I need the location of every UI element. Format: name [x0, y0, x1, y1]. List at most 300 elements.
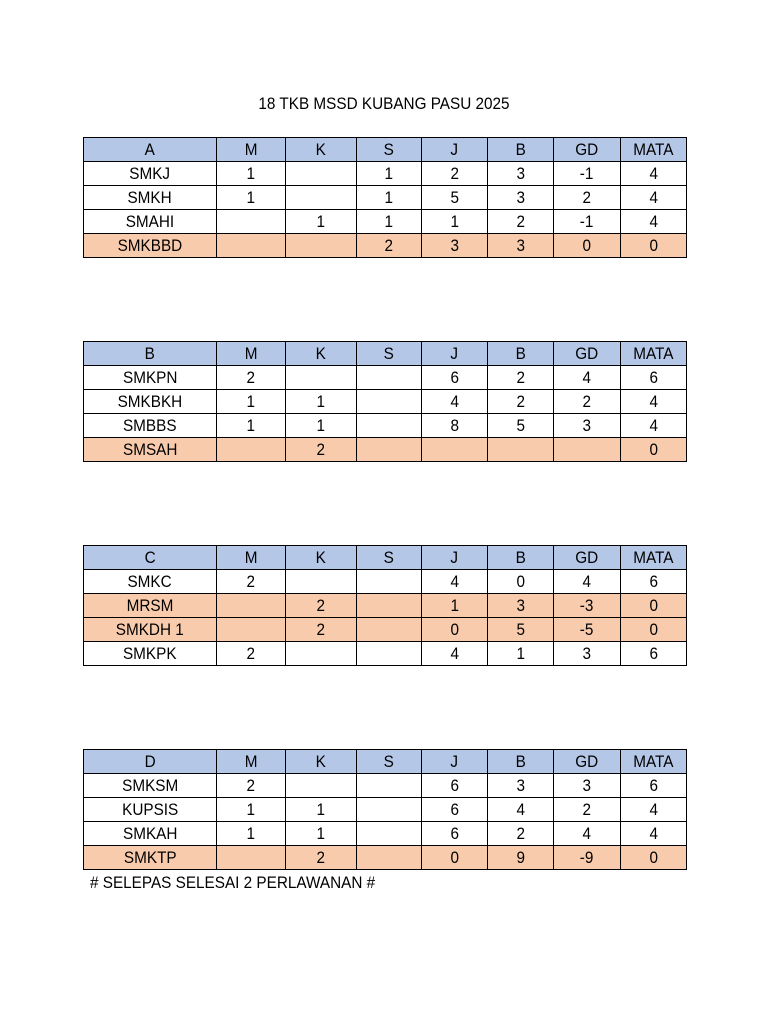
team-name: SMKSM: [121, 776, 179, 795]
stat-cell-s: [357, 594, 422, 618]
stat-cell-m: [217, 366, 286, 390]
stat-cell-gd: [554, 438, 621, 462]
stat-value: 8: [450, 416, 459, 435]
stat-cell-k: [286, 846, 357, 870]
stat-cell-b: [488, 186, 554, 210]
stat-value: 6: [450, 776, 459, 795]
stat-cell-j: [422, 618, 488, 642]
stat-value: 0: [649, 596, 658, 615]
stat-value: 0: [649, 848, 658, 867]
stat-cell-b: [488, 210, 554, 234]
stat-cell-mata: [621, 594, 687, 618]
table-row: [84, 414, 687, 438]
column-header-k: [286, 750, 357, 774]
column-header-j: [422, 342, 488, 366]
table-header-row: [84, 750, 687, 774]
column-header-label: S: [383, 548, 395, 567]
table-row: [84, 162, 687, 186]
table-row: [84, 438, 687, 462]
stat-value: 6: [450, 368, 459, 387]
table-row: [84, 618, 687, 642]
column-header-label: K: [315, 752, 327, 771]
stat-cell-k: [286, 186, 357, 210]
stat-value: 1: [246, 164, 256, 183]
column-header-j: [422, 138, 488, 162]
stat-value: 3: [450, 236, 459, 255]
stat-value: 0: [649, 620, 658, 639]
stat-cell-s: [357, 570, 422, 594]
column-header-mata: [621, 546, 687, 570]
stat-value: 1: [316, 212, 326, 231]
column-header-gd: [554, 750, 621, 774]
group-name-header: [84, 342, 217, 366]
stat-value: 5: [516, 416, 525, 435]
team-name: SMKC: [127, 572, 173, 591]
team-name-cell: [84, 594, 217, 618]
stat-value: 0: [450, 848, 459, 867]
team-name-cell: [84, 774, 217, 798]
stat-cell-s: [357, 186, 422, 210]
table-row: [84, 798, 687, 822]
team-name-cell: [84, 798, 217, 822]
stat-value: 6: [649, 644, 658, 663]
stat-cell-mata: [621, 210, 687, 234]
column-header-s: [357, 750, 422, 774]
column-header-label: B: [515, 140, 526, 159]
group-name: D: [144, 752, 156, 771]
stat-cell-m: [217, 570, 286, 594]
column-header-label: S: [383, 140, 395, 159]
stat-value: 4: [649, 800, 658, 819]
column-header-mata: [621, 750, 687, 774]
column-header-label: K: [315, 344, 327, 363]
stat-cell-b: [488, 798, 554, 822]
column-header-label: J: [450, 752, 459, 771]
stat-cell-gd: [554, 210, 621, 234]
team-name-cell: [84, 366, 217, 390]
column-header-j: [422, 546, 488, 570]
group-d-table: [83, 749, 687, 870]
stat-cell-m: [217, 642, 286, 666]
stat-cell-gd: [554, 774, 621, 798]
team-name: SMSAH: [122, 440, 178, 459]
stat-cell-k: [286, 438, 357, 462]
table-header-row: [84, 546, 687, 570]
group-a-table: [83, 137, 687, 258]
stat-cell-s: [357, 774, 422, 798]
column-header-k: [286, 138, 357, 162]
stat-cell-k: [286, 210, 357, 234]
table-row: [84, 234, 687, 258]
team-name-cell: [84, 438, 217, 462]
table-row: [84, 570, 687, 594]
stat-cell-b: [488, 414, 554, 438]
stat-value: 4: [649, 212, 658, 231]
stat-cell-m: [217, 414, 286, 438]
team-name: SMKAH: [122, 824, 178, 843]
stat-cell-s: [357, 414, 422, 438]
stat-cell-s: [357, 162, 422, 186]
stat-cell-mata: [621, 798, 687, 822]
column-header-label: MATA: [633, 344, 674, 363]
team-name: SMKTP: [123, 848, 177, 867]
stat-cell-k: [286, 798, 357, 822]
stat-value: 1: [246, 800, 256, 819]
stat-cell-gd: [554, 570, 621, 594]
stat-value: 1: [246, 416, 256, 435]
stat-cell-j: [422, 162, 488, 186]
group-name-header: [84, 750, 217, 774]
stat-cell-b: [488, 162, 554, 186]
column-header-gd: [554, 138, 621, 162]
stat-cell-gd: [554, 798, 621, 822]
stat-value: -5: [580, 620, 594, 639]
stat-cell-j: [422, 366, 488, 390]
stat-cell-k: [286, 594, 357, 618]
stat-value: 1: [246, 392, 256, 411]
stat-value: -9: [580, 848, 594, 867]
column-header-m: [217, 750, 286, 774]
stat-cell-s: [357, 798, 422, 822]
stat-value: 0: [450, 620, 459, 639]
stat-value: 0: [649, 440, 658, 459]
stat-cell-b: [488, 822, 554, 846]
stat-value: 3: [582, 416, 592, 435]
team-name-cell: [84, 570, 217, 594]
column-header-m: [217, 342, 286, 366]
team-name-cell: [84, 390, 217, 414]
stat-cell-b: [488, 234, 554, 258]
stat-cell-m: [217, 822, 286, 846]
stat-cell-gd: [554, 366, 621, 390]
stat-value: 1: [384, 164, 394, 183]
stat-cell-b: [488, 846, 554, 870]
table-row: [84, 846, 687, 870]
stat-cell-s: [357, 642, 422, 666]
table-row: [84, 390, 687, 414]
stat-value: 4: [450, 392, 459, 411]
stat-value: 5: [516, 620, 525, 639]
column-header-b: [488, 138, 554, 162]
team-name: SMKJ: [129, 164, 171, 183]
stat-cell-b: [488, 618, 554, 642]
table-row: [84, 594, 687, 618]
column-header-label: MATA: [633, 548, 674, 567]
stat-cell-j: [422, 642, 488, 666]
stat-cell-k: [286, 642, 357, 666]
team-name: KUPSIS: [121, 800, 179, 819]
column-header-s: [357, 546, 422, 570]
stat-value: 2: [246, 644, 256, 663]
column-header-label: J: [450, 548, 459, 567]
stat-cell-s: [357, 618, 422, 642]
stat-cell-j: [422, 390, 488, 414]
page-title: 18 TKB MSSD KUBANG PASU 2025: [258, 94, 510, 113]
stat-value: 1: [246, 188, 256, 207]
stat-value: 4: [649, 392, 658, 411]
team-name-cell: [84, 414, 217, 438]
team-name: SMKPK: [123, 644, 177, 663]
column-header-m: [217, 546, 286, 570]
team-name-cell: [84, 822, 217, 846]
stat-value: 0: [649, 236, 658, 255]
stat-value: 4: [582, 572, 592, 591]
stat-cell-j: [422, 438, 488, 462]
stat-value: 1: [384, 188, 394, 207]
stat-cell-mata: [621, 642, 687, 666]
table-header-row: [84, 138, 687, 162]
stat-cell-mata: [621, 822, 687, 846]
column-header-mata: [621, 342, 687, 366]
stat-cell-mata: [621, 438, 687, 462]
stat-value: 2: [450, 164, 459, 183]
column-header-label: GD: [575, 752, 599, 771]
column-header-b: [488, 750, 554, 774]
stat-value: 2: [384, 236, 394, 255]
stat-value: 1: [246, 824, 256, 843]
column-header-label: J: [450, 140, 459, 159]
team-name: MRSM: [126, 596, 174, 615]
stat-value: 2: [516, 368, 525, 387]
table-header-row: [84, 342, 687, 366]
stat-cell-s: [357, 438, 422, 462]
stat-value: 3: [516, 596, 525, 615]
footnote: # SELEPAS SELESAI 2 PERLAWANAN #: [90, 873, 376, 892]
stat-cell-j: [422, 774, 488, 798]
stat-value: 9: [516, 848, 525, 867]
stat-value: 1: [516, 644, 525, 663]
table-row: [84, 774, 687, 798]
column-header-label: MATA: [633, 140, 674, 159]
stat-value: 2: [316, 848, 326, 867]
team-name: SMAHI: [125, 212, 175, 231]
stat-value: 1: [316, 392, 326, 411]
stat-cell-j: [422, 234, 488, 258]
team-name-cell: [84, 846, 217, 870]
team-name-cell: [84, 210, 217, 234]
column-header-label: MATA: [633, 752, 674, 771]
group-name: A: [144, 140, 156, 159]
stat-value: 6: [649, 368, 658, 387]
stat-cell-mata: [621, 366, 687, 390]
stat-value: 2: [316, 620, 326, 639]
column-header-k: [286, 342, 357, 366]
stat-value: 2: [246, 368, 256, 387]
stat-value: 6: [649, 572, 658, 591]
stat-cell-gd: [554, 618, 621, 642]
column-header-label: K: [315, 548, 327, 567]
stat-value: 6: [450, 824, 459, 843]
stat-value: 1: [450, 596, 459, 615]
column-header-label: GD: [575, 548, 599, 567]
team-name: SMBBS: [123, 416, 177, 435]
stat-cell-s: [357, 234, 422, 258]
stat-cell-b: [488, 642, 554, 666]
stat-cell-k: [286, 390, 357, 414]
stat-cell-mata: [621, 162, 687, 186]
stat-value: 6: [450, 800, 459, 819]
stat-cell-gd: [554, 234, 621, 258]
stat-value: 4: [582, 824, 592, 843]
column-header-label: B: [515, 548, 526, 567]
stat-cell-k: [286, 822, 357, 846]
stat-cell-k: [286, 774, 357, 798]
stat-cell-k: [286, 366, 357, 390]
stat-value: 2: [516, 392, 525, 411]
group-name-header: [84, 546, 217, 570]
stat-cell-m: [217, 162, 286, 186]
stat-cell-m: [217, 846, 286, 870]
stat-value: 3: [582, 644, 592, 663]
stat-value: 0: [516, 572, 525, 591]
stat-value: 2: [246, 572, 256, 591]
stat-value: 4: [649, 416, 658, 435]
stat-cell-k: [286, 162, 357, 186]
stat-value: -3: [580, 596, 594, 615]
stat-value: 4: [582, 368, 592, 387]
stat-value: 4: [649, 188, 658, 207]
stat-value: 2: [246, 776, 256, 795]
table-row: [84, 642, 687, 666]
column-header-label: M: [244, 344, 258, 363]
stat-cell-m: [217, 210, 286, 234]
stat-value: 5: [450, 188, 459, 207]
team-name-cell: [84, 642, 217, 666]
stat-value: 1: [450, 212, 459, 231]
stat-value: 4: [450, 644, 459, 663]
column-header-label: GD: [575, 344, 599, 363]
stat-cell-k: [286, 234, 357, 258]
stat-cell-m: [217, 774, 286, 798]
stat-value: 2: [316, 440, 326, 459]
column-header-b: [488, 342, 554, 366]
team-name: SMKPN: [122, 368, 178, 387]
stat-cell-b: [488, 366, 554, 390]
stat-cell-j: [422, 798, 488, 822]
stat-value: 2: [582, 188, 592, 207]
column-header-label: B: [515, 344, 526, 363]
stat-value: 4: [649, 824, 658, 843]
stat-cell-s: [357, 846, 422, 870]
stat-cell-k: [286, 570, 357, 594]
stat-cell-m: [217, 438, 286, 462]
stat-value: 3: [582, 776, 592, 795]
group-name-header: [84, 138, 217, 162]
table-row: [84, 186, 687, 210]
stat-cell-b: [488, 390, 554, 414]
stat-value: 1: [316, 416, 326, 435]
stat-cell-gd: [554, 846, 621, 870]
stat-cell-m: [217, 390, 286, 414]
group-name: C: [144, 548, 156, 567]
stat-cell-gd: [554, 594, 621, 618]
team-name-cell: [84, 234, 217, 258]
stat-value: 2: [516, 824, 525, 843]
column-header-mata: [621, 138, 687, 162]
table-row: [84, 366, 687, 390]
stat-cell-mata: [621, 618, 687, 642]
stat-value: 2: [316, 596, 326, 615]
column-header-label: J: [450, 344, 459, 363]
stat-cell-gd: [554, 414, 621, 438]
stat-value: -1: [580, 164, 594, 183]
stat-cell-gd: [554, 822, 621, 846]
team-name-cell: [84, 186, 217, 210]
group-c-table: [83, 545, 687, 666]
stat-cell-j: [422, 594, 488, 618]
stat-cell-b: [488, 438, 554, 462]
column-header-j: [422, 750, 488, 774]
stat-value: 3: [516, 236, 525, 255]
stat-cell-mata: [621, 414, 687, 438]
stat-value: 1: [384, 212, 394, 231]
stat-value: 1: [316, 824, 326, 843]
stat-cell-j: [422, 846, 488, 870]
stat-value: 2: [582, 392, 592, 411]
stat-cell-j: [422, 570, 488, 594]
stat-cell-j: [422, 822, 488, 846]
stat-cell-k: [286, 618, 357, 642]
stat-cell-mata: [621, 774, 687, 798]
column-header-label: S: [383, 752, 395, 771]
stat-cell-s: [357, 390, 422, 414]
column-header-label: M: [244, 548, 258, 567]
stat-value: 2: [582, 800, 592, 819]
stat-cell-j: [422, 210, 488, 234]
team-name: SMKH: [127, 188, 173, 207]
column-header-gd: [554, 546, 621, 570]
table-row: [84, 210, 687, 234]
team-name: SMKDH 1: [115, 620, 185, 639]
stat-cell-gd: [554, 162, 621, 186]
stat-cell-s: [357, 210, 422, 234]
stat-value: 3: [516, 164, 525, 183]
column-header-label: GD: [575, 140, 599, 159]
stat-cell-b: [488, 570, 554, 594]
stat-cell-s: [357, 822, 422, 846]
column-header-label: B: [515, 752, 526, 771]
table-row: [84, 822, 687, 846]
stat-value: 4: [450, 572, 459, 591]
stat-cell-m: [217, 234, 286, 258]
stat-cell-mata: [621, 570, 687, 594]
stat-cell-j: [422, 414, 488, 438]
column-header-s: [357, 138, 422, 162]
stat-cell-gd: [554, 642, 621, 666]
stat-cell-b: [488, 774, 554, 798]
column-header-label: M: [244, 752, 258, 771]
stat-value: 3: [516, 188, 525, 207]
column-header-gd: [554, 342, 621, 366]
team-name: SMKBBD: [117, 236, 183, 255]
team-name-cell: [84, 618, 217, 642]
stat-cell-gd: [554, 186, 621, 210]
stat-cell-mata: [621, 186, 687, 210]
column-header-label: K: [315, 140, 327, 159]
column-header-s: [357, 342, 422, 366]
stat-cell-m: [217, 186, 286, 210]
group-name: B: [144, 344, 156, 363]
stat-cell-j: [422, 186, 488, 210]
stat-value: 4: [649, 164, 658, 183]
column-header-label: M: [244, 140, 258, 159]
stat-cell-mata: [621, 390, 687, 414]
stat-value: 3: [516, 776, 525, 795]
stat-value: 4: [516, 800, 525, 819]
stat-cell-mata: [621, 234, 687, 258]
stat-value: -1: [580, 212, 594, 231]
team-name-cell: [84, 162, 217, 186]
